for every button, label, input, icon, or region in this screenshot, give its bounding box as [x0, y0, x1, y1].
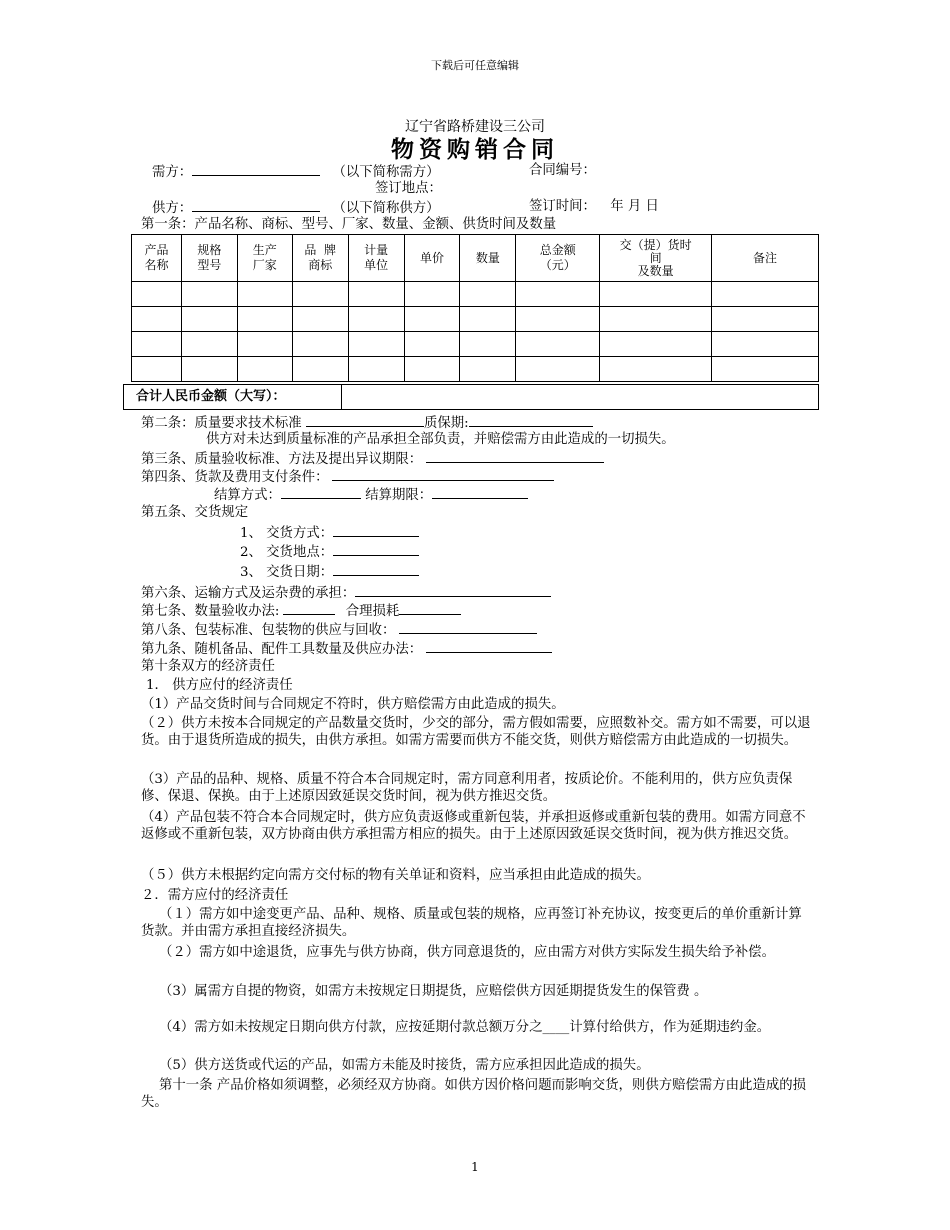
reasonable-loss-label: 合理损耗	[345, 604, 400, 619]
clause-4-label: 第四条、货款及费用支付条件：	[141, 470, 329, 485]
table-cell[interactable]	[712, 332, 819, 357]
col-header: 交（提）货时 间 及数量	[600, 235, 712, 282]
table-cell[interactable]	[292, 357, 348, 382]
col-header: 产品 名称	[132, 235, 182, 282]
clause-6-label: 第六条、运输方式及运杂费的承担：	[141, 586, 356, 601]
settlement-period-blank[interactable]	[432, 485, 528, 499]
seller-liability-5: （５）供方未根据约定向需方交付标的物有关单证和资料，应当承担由此造成的损失。	[141, 868, 650, 883]
buyer-blank[interactable]	[192, 162, 320, 176]
quantity-check-blank[interactable]	[283, 601, 335, 615]
table-cell[interactable]	[292, 282, 348, 307]
clause-10: 第十条双方的经济责任	[141, 659, 275, 674]
clause-6	[141, 583, 551, 602]
table-cell[interactable]	[292, 332, 348, 357]
contract-no-label: 合同编号：	[529, 163, 596, 178]
seller-label: 供方：	[152, 201, 193, 216]
settlement-line	[214, 485, 528, 504]
seller-liability-title: 1． 供方应付的经济责任	[146, 678, 293, 693]
clause-2-label: 第二条：质量要求技术标准	[141, 416, 302, 431]
table-cell[interactable]	[237, 357, 292, 382]
delivery-date	[240, 562, 419, 581]
col-header: 总金额 （元）	[516, 235, 600, 282]
seller-liability-3: （3）产品的品种、规格、质量不符合本合同规定时，需方同意利用者，按质论价。不能利用的，供方应负责保修、保退、保换。由于上述原因致延误交货时间，视为供方推迟交货。	[141, 772, 793, 804]
delivery-method	[240, 523, 419, 542]
table-cell[interactable]	[132, 357, 182, 382]
table-cell[interactable]	[181, 357, 237, 382]
reasonable-loss-blank[interactable]	[399, 601, 461, 615]
product-table	[131, 234, 819, 382]
buyer-liability-1: （１）需方如中途变更产品、品种、规格、质量或包装的规格，应再签订补充协议，按变更后的单价重新计算货款。并由需方承担直接经济损失。	[141, 907, 802, 939]
page-number: 1	[471, 1160, 479, 1174]
col-header: 规格 型号	[181, 235, 237, 282]
sign-date-label: 签订时间：	[529, 199, 596, 214]
buyer-liability-3: （3）属需方自提的物资，如需方未按规定日期提货，应赔偿供方因延期提货发生的保管费 。	[159, 984, 708, 999]
clause-9-label: 第九条、随机备品、配件工具数量及供应办法：	[141, 642, 423, 657]
table-cell[interactable]	[237, 282, 292, 307]
clause-2-note: 供方对未达到质量标准的产品承担全部负责，并赔偿需方由此造成的一切损失。	[206, 432, 675, 447]
clause-9	[141, 639, 552, 658]
table-cell[interactable]	[292, 307, 348, 332]
clause-3	[141, 449, 604, 468]
table-cell[interactable]	[132, 307, 182, 332]
table-cell[interactable]	[600, 282, 712, 307]
table-cell[interactable]	[348, 332, 404, 357]
clause-7	[141, 601, 461, 620]
table-cell[interactable]	[404, 357, 460, 382]
delivery-place	[240, 542, 419, 561]
seller-liability-2: （２）供方未按本合同规定的产品数量交货时，少交的部分，需方假如需要，应照数补交。需方如不需要，可以退货。由于退货所造成的损失，由供方承担。如需方需要而供方不能交货，则供方赔偿需方由此造成的一切损失。	[141, 716, 811, 748]
table-cell[interactable]	[181, 307, 237, 332]
seller-note: （以下简称供方）	[332, 201, 440, 216]
inspection-blank[interactable]	[426, 449, 604, 463]
header-note: 下载后可任意编辑	[431, 59, 519, 72]
buyer-liability-2: （２）需方如中途退货，应事先与供方协商，供方同意退货的，应由需方对供方实际发生损失给予补偿。	[159, 945, 775, 960]
table-cell[interactable]	[181, 282, 237, 307]
packaging-blank[interactable]	[399, 620, 537, 634]
seller-blank[interactable]	[192, 198, 320, 212]
company-name: 辽宁省路桥建设三公司	[405, 119, 545, 135]
sign-date-line	[529, 198, 659, 215]
clause-11: 第十一条 产品价格如须调整，必须经双方协商。如供方因价格问题而影响交货，则供方赔偿需方由此造成的损失。	[141, 1078, 807, 1110]
seller-liability-4: （4）产品包装不符合本合同规定时，供方应负责返修或重新包装，并承担返修或重新包装的费用。如需方同意不返修或不重新包装，双方协商由供方承担需方相应的损失。由于上述原因致延误交货时间，视为供方推迟交货。	[141, 810, 806, 842]
clause-8-label: 第八条、包装标准、包装物的供应与回收：	[141, 623, 396, 638]
table-cell[interactable]	[516, 307, 600, 332]
warranty-label: 质保期:	[423, 416, 469, 431]
quality-standard-blank[interactable]	[306, 413, 424, 427]
table-cell[interactable]	[712, 307, 819, 332]
buyer-line	[152, 162, 440, 181]
col-header: 品 牌 商标	[292, 235, 348, 282]
table-row	[132, 332, 819, 357]
delivery-method-label: 1、 交货方式：	[240, 526, 334, 541]
delivery-date-label: 3、 交货日期：	[240, 565, 334, 580]
table-cell[interactable]	[181, 332, 237, 357]
table-cell[interactable]	[348, 307, 404, 332]
buyer-liability-5: （5）供方送货或代运的产品，如需方未能及时接货，需方应承担因此造成的损失。	[159, 1058, 650, 1073]
table-cell[interactable]	[600, 357, 712, 382]
col-header: 备注	[712, 235, 819, 282]
buyer-liability-title: ２．需方应付的经济责任	[141, 888, 289, 903]
delivery-date-blank[interactable]	[333, 562, 419, 576]
col-header: 单价	[404, 235, 460, 282]
col-header: 生产 厂家	[237, 235, 292, 282]
table-row	[132, 282, 819, 307]
settlement-method-label: 结算方式：	[214, 488, 281, 503]
table-cell[interactable]	[712, 282, 819, 307]
table-row	[132, 307, 819, 332]
table-cell[interactable]	[348, 282, 404, 307]
table-cell[interactable]	[237, 332, 292, 357]
settlement-method-blank[interactable]	[281, 485, 361, 499]
table-cell[interactable]	[132, 332, 182, 357]
clause-3-label: 第三条、质量验收标准、方法及提出异议期限：	[141, 452, 423, 467]
warranty-blank[interactable]	[469, 413, 593, 427]
spare-parts-blank[interactable]	[426, 639, 552, 653]
table-cell[interactable]	[460, 332, 516, 357]
table-header-row	[132, 235, 819, 282]
table-cell[interactable]	[460, 307, 516, 332]
table-cell[interactable]	[404, 332, 460, 357]
seller-liability-1: （1）产品交货时间与合同规定不符时，供方赔偿需方由此造成的损失。	[141, 697, 565, 712]
table-cell[interactable]	[348, 357, 404, 382]
total-amount-row	[123, 384, 819, 410]
col-header: 数量	[460, 235, 516, 282]
table-cell[interactable]	[600, 332, 712, 357]
table-cell[interactable]	[132, 282, 182, 307]
seller-line	[152, 198, 440, 217]
delivery-place-blank[interactable]	[333, 542, 419, 556]
buyer-label: 需方：	[152, 165, 193, 180]
table-cell[interactable]	[516, 282, 600, 307]
table-cell[interactable]	[516, 332, 600, 357]
table-cell[interactable]	[516, 357, 600, 382]
payment-terms-blank[interactable]	[332, 467, 554, 481]
table-cell[interactable]	[460, 282, 516, 307]
table-cell[interactable]	[460, 357, 516, 382]
table-cell[interactable]	[600, 307, 712, 332]
clause-8	[141, 620, 537, 639]
clause-2	[141, 413, 593, 432]
clause-7-label: 第七条、数量验收办法:	[141, 604, 280, 619]
table-cell[interactable]	[404, 307, 460, 332]
sign-date-format: 年 月 日	[610, 199, 659, 214]
total-amount-label: 合计人民币金额（大写）：	[124, 385, 342, 409]
clause-5: 第五条、交货规定	[141, 505, 249, 520]
settlement-period-label: 结算期限：	[365, 488, 433, 503]
delivery-place-label: 2、 交货地点：	[240, 545, 334, 560]
buyer-liability-4: （4）需方如未按规定日期向供方付款，应按延期付款总额万分之____计算付给供方，作为延期违约金。	[159, 1020, 771, 1035]
col-header: 计量 单位	[348, 235, 404, 282]
article-1: 第一条：产品名称、商标、型号、厂家、数量、金额、供货时间及数量	[141, 217, 557, 232]
delivery-method-blank[interactable]	[333, 523, 419, 537]
table-cell[interactable]	[712, 357, 819, 382]
document-title: 物资购销合同	[391, 136, 559, 163]
sign-place-label: 签订地点：	[375, 181, 442, 196]
table-cell[interactable]	[237, 307, 292, 332]
transport-blank[interactable]	[355, 583, 551, 597]
table-row	[132, 357, 819, 382]
buyer-note: （以下简称需方）	[332, 165, 440, 180]
table-cell[interactable]	[404, 282, 460, 307]
clause-4	[141, 467, 554, 486]
